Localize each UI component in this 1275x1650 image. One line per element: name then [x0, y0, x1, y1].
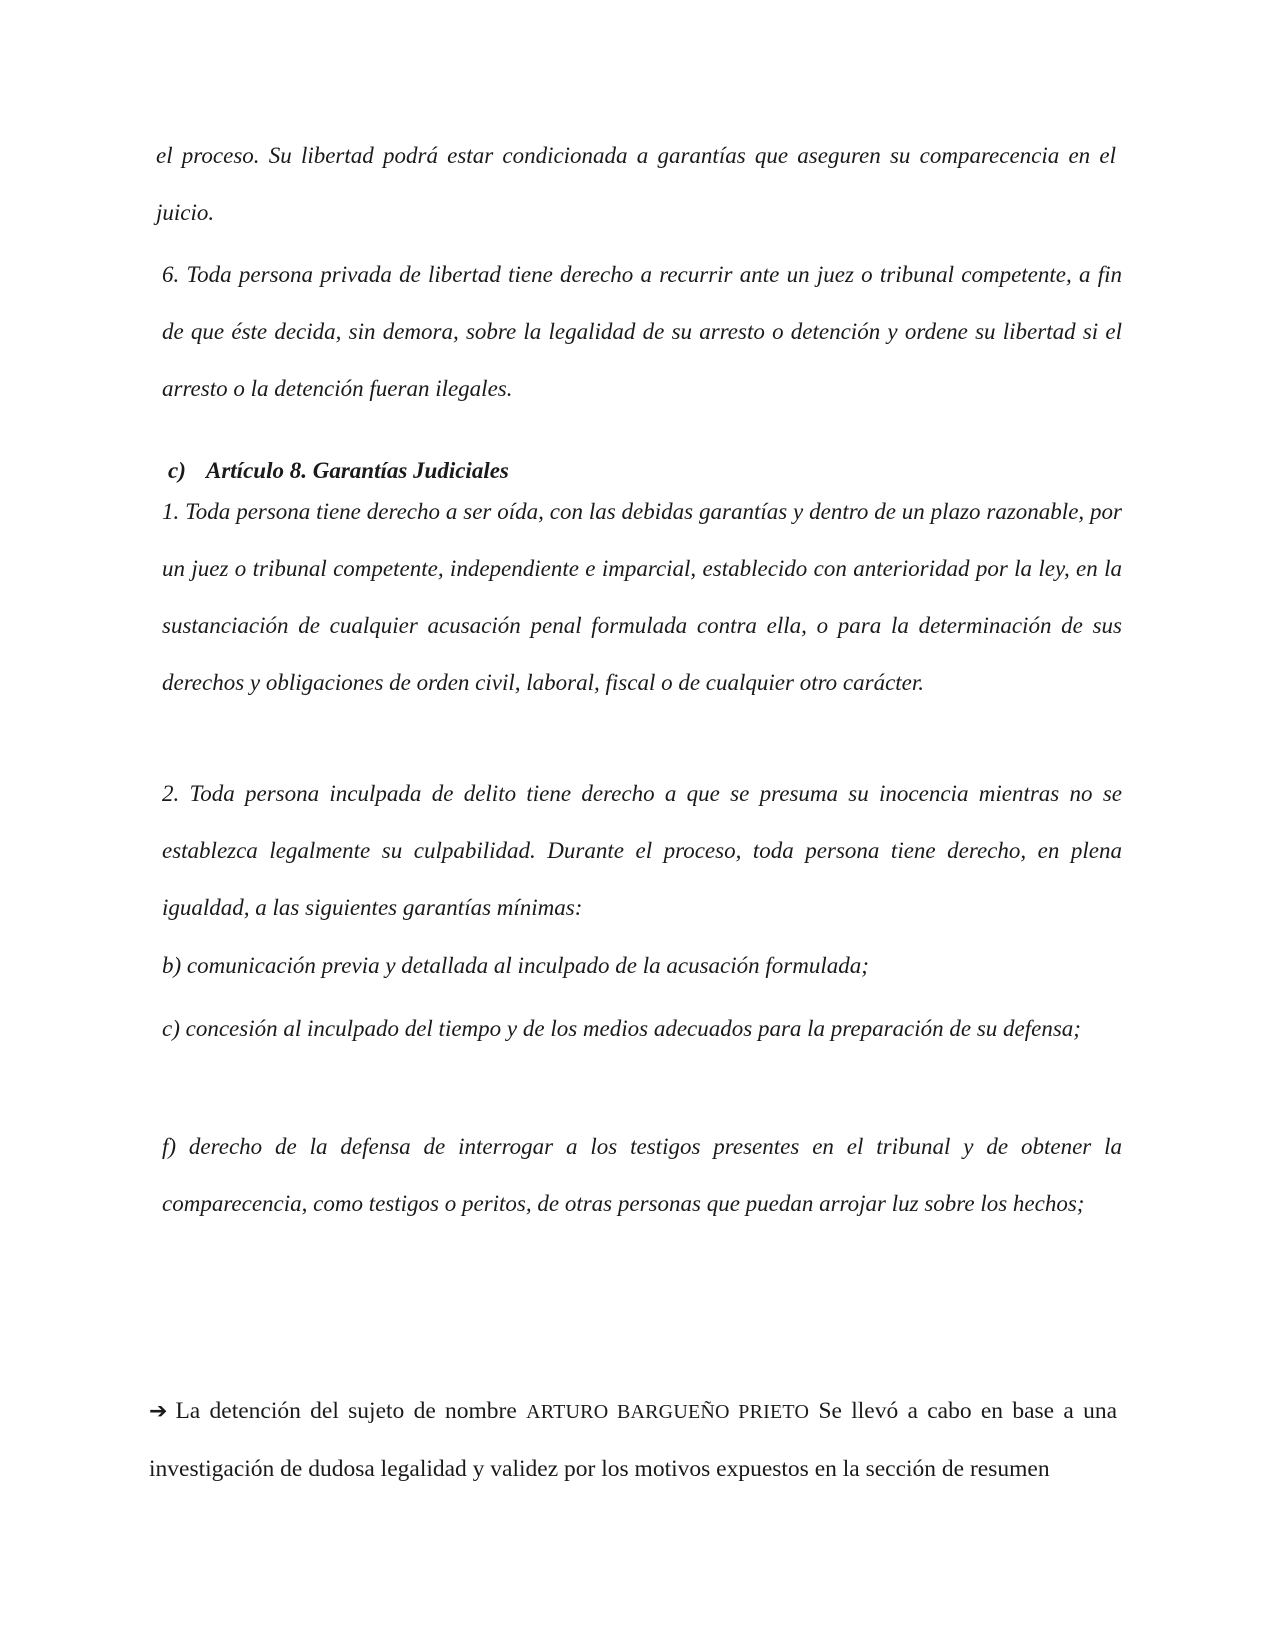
paragraph-continuation: el proceso. Su libertad podrá estar condicionada a garantías que aseguren su comparecencia en el juicio.: [156, 143, 1116, 225]
heading-title: Artículo 8. Garantías Judiciales: [206, 458, 509, 483]
paragraph-article8-2: 2. Toda persona inculpada de delito tiene derecho a que se presuma su inocencia mientras no se establezca legalmente su culpabilidad. Durante el proceso, toda persona tiene derecho, en plena igualdad, a las siguientes garantías mínimas:: [162, 781, 1122, 920]
paragraph-article8-f: f) derecho de la defensa de interrogar a los testigos presentes en el tribunal y de obtener la comparecencia, como testigos o peritos, de otras personas que puedan arrojar luz sobre los hechos;: [162, 1134, 1122, 1216]
paragraph-article8-b: b) comunicación previa y detallada al inculpado de la acusación formulada;: [162, 953, 869, 978]
heading-letter: c): [168, 458, 186, 483]
subject-name: ARTURO BARGUEÑO PRIETO: [526, 1401, 810, 1423]
conclusion-after: Se llevó a cabo en base a una investigación de dudosa legalidad y validez por los motivos expuestos en la sección de resumen: [149, 1398, 1118, 1482]
arrow-right-icon: ➔: [149, 1399, 168, 1424]
paragraph-item-6: 6. Toda persona privada de libertad tiene derecho a recurrir ante un juez o tribunal competente, a fin de que éste decida, sin demora, sobre la legalidad de su arresto o detención y ordene su libertad si el arresto o la detención fueran ilegales.: [162, 262, 1122, 401]
paragraph-article8-c: c) concesión al inculpado del tiempo y de los medios adecuados para la preparación de su defensa;: [162, 1016, 1081, 1041]
paragraph-conclusion: [149, 1383, 1117, 1498]
conclusion-before: La detención del sujeto de nombre: [175, 1398, 517, 1424]
paragraph-article8-1: 1. Toda persona tiene derecho a ser oída, con las debidas garantías y dentro de un plazo razonable, por un juez o tribunal competente, independiente e imparcial, establecido con anterioridad por la ley, en la sustanciación de cualquier acusación penal formulada contra ella, o para la determinación de sus derechos y obligaciones de orden civil, laboral, fiscal o de cualquier otro carácter.: [162, 499, 1122, 695]
